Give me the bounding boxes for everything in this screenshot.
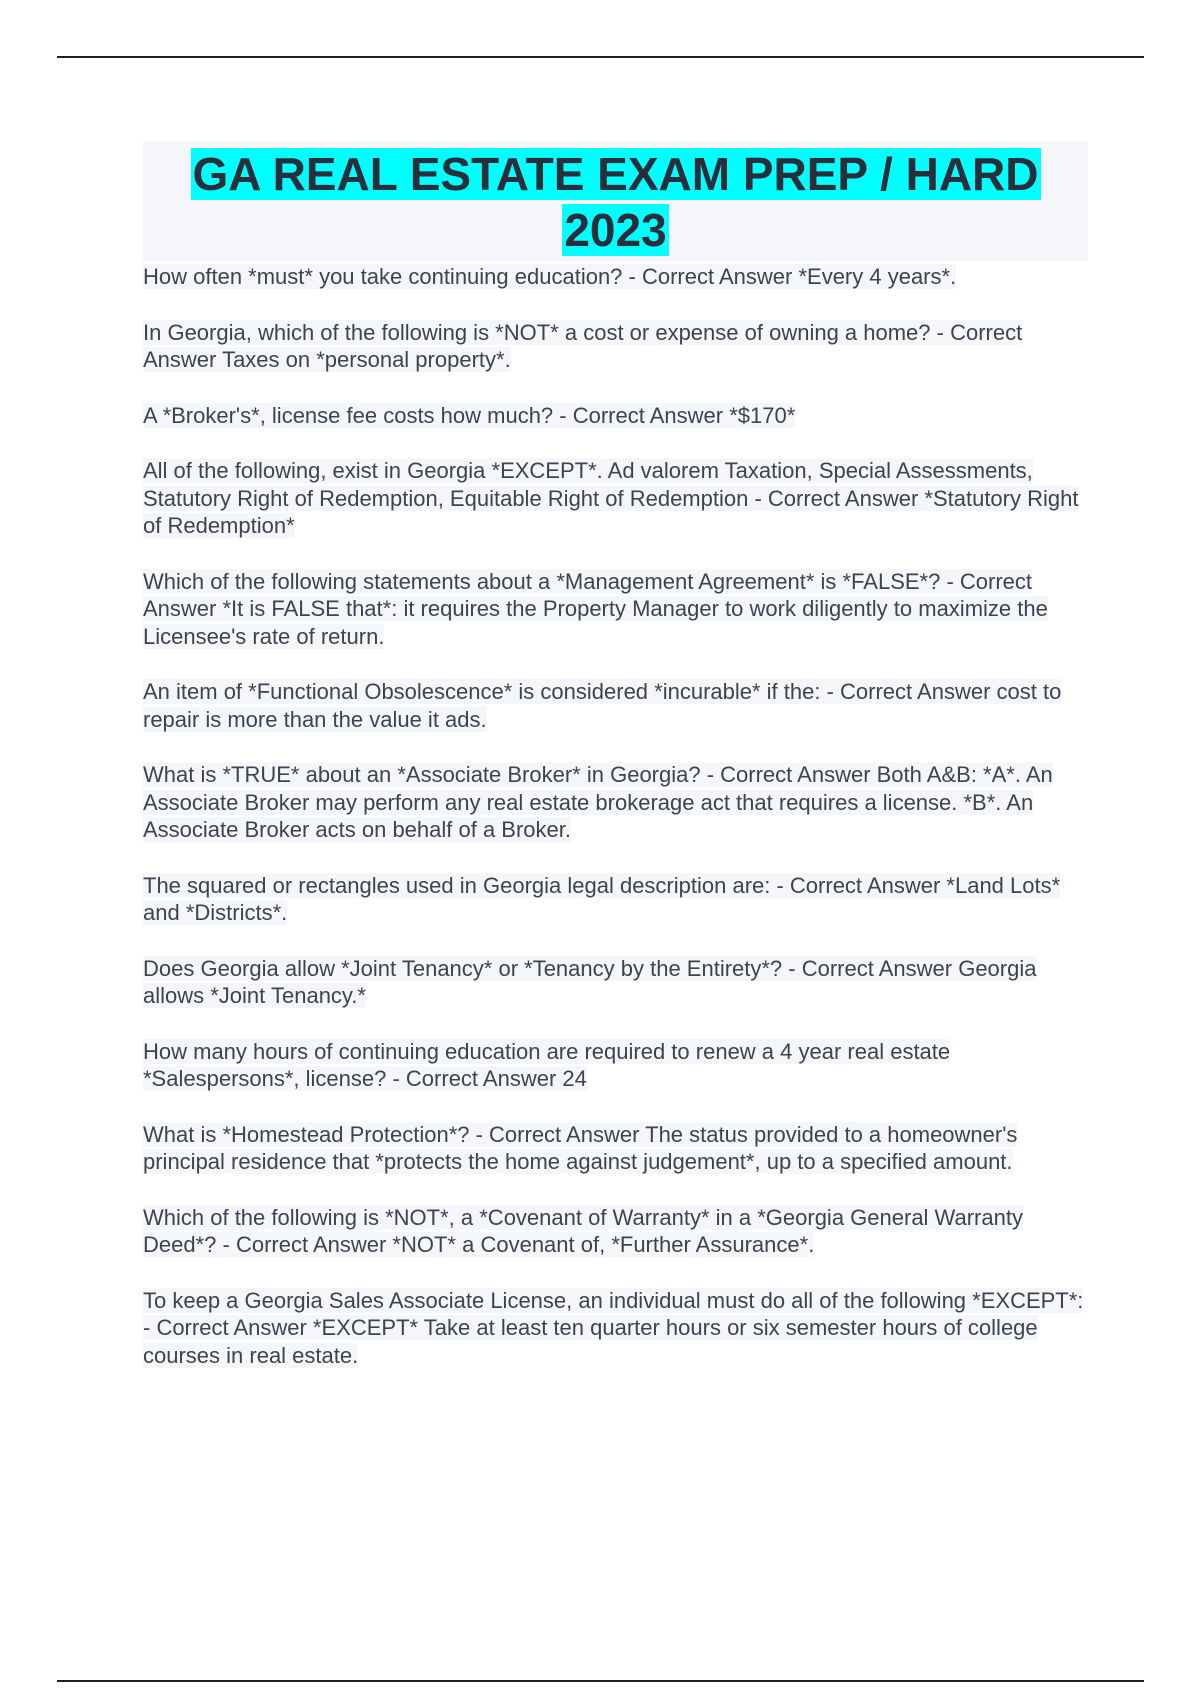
qa-text: All of the following, exist in Georgia *EXCEPT*. Ad valorem Taxation, Special Assessments, Statutory Right of Redemption, Equitable Right of Redemption - Correct Answer *Statutory Right of Redemption* [143,458,1079,538]
qa-text: Which of the following is *NOT*, a *Covenant of Warranty* in a *Georgia General Warranty Deed*? - Correct Answer *NOT* a Covenant of, *Further Assurance*. [143,1204,1023,1257]
qa-text: An item of *Functional Obsolescence* is considered *incurable* if the: - Correct Answer cost to repair is more than the value it ads. [143,679,1062,732]
qa-item [143,1121,1088,1176]
qa-item [143,761,1088,844]
title-block [143,142,1088,261]
qa-item [143,955,1088,1010]
qa-text: In Georgia, which of the following is *NOT* a cost or expense of owning a home? - Correct Answer Taxes on *personal property*. [143,319,1023,372]
qa-item [143,1038,1088,1093]
qa-text: What is *TRUE* about an *Associate Broker* in Georgia? - Correct Answer Both A&B: *A*. An Associate Broker may perform any real estate brokerage act that requires a license. *B*. An Associate Broker acts on behalf of a Broker. [143,762,1053,842]
qa-item [143,319,1088,374]
qa-item [143,402,1088,430]
qa-text: The squared or rectangles used in Georgia legal description are: - Correct Answer *Land Lots* and *Districts*. [143,872,1061,925]
bottom-rule [57,1680,1144,1682]
top-rule [57,56,1144,58]
qa-item [143,457,1088,540]
qa-item [143,1287,1088,1370]
qa-item [143,1204,1088,1259]
qa-list [143,263,1088,1369]
qa-text: How often *must* you take continuing education? - Correct Answer *Every 4 years*. [143,264,957,289]
qa-item [143,568,1088,651]
qa-text: What is *Homestead Protection*? - Correct Answer The status provided to a homeowner's principal residence that *protects the home against judgement*, up to a specified amount. [143,1121,1018,1174]
qa-item [143,263,1088,291]
qa-text: To keep a Georgia Sales Associate License, an individual must do all of the following *EXCEPT*: - Correct Answer *EXCEPT* Take at least ten quarter hours or six semester hours of college courses in real estate. [143,1287,1084,1368]
qa-text: How many hours of continuing education are required to renew a 4 year real estate *Salespersons*, license? - Correct Answer 24 [143,1038,951,1091]
document-body [143,142,1088,1397]
qa-text: A *Broker's*, license fee costs how much? - Correct Answer *$170* [143,402,796,428]
qa-item [143,872,1088,927]
qa-text: Does Georgia allow *Joint Tenancy* or *Tenancy by the Entirety*? - Correct Answer Georgia allows *Joint Tenancy.* [143,955,1037,1008]
document-title: GA REAL ESTATE EXAM PREP / HARD 2023 [192,148,1039,256]
qa-item [143,678,1088,733]
qa-text: Which of the following statements about a *Management Agreement* is *FALSE*? - Correct Answer *It is FALSE that*: it requires the Property Manager to work diligently to maximize the Licensee's rate of return. [143,568,1048,649]
